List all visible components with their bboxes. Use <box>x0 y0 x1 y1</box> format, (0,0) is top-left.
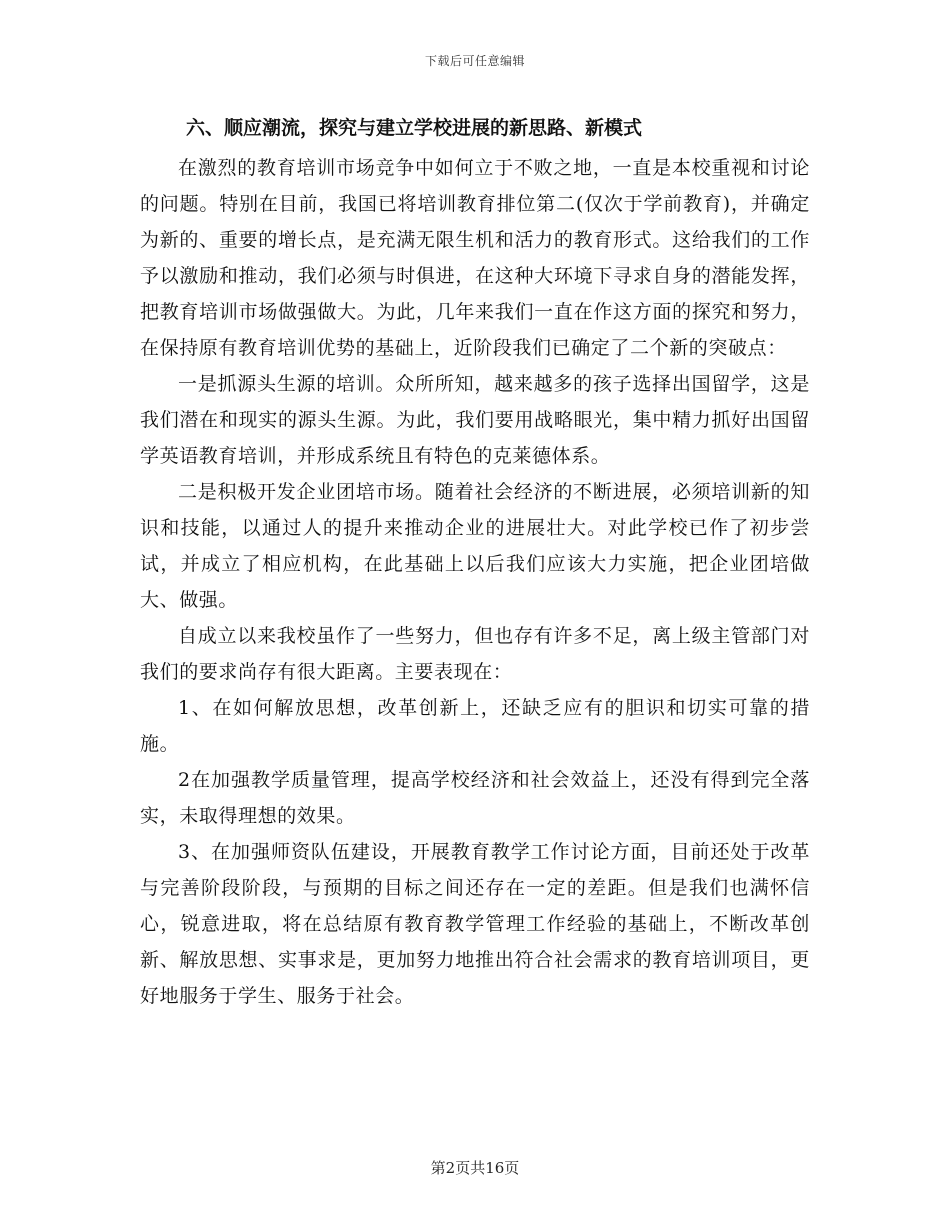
paragraph-item-2: 2在加强教学质量管理，提高学校经济和社会效益上，还没有得到完全落实，未取得理想的效果。 <box>140 769 810 827</box>
section-heading: 六、顺应潮流，探究与建立学校进展的新思路、新模式 <box>186 117 643 139</box>
document-body <box>140 110 810 1014</box>
paragraph-shortcomings: 自成立以来我校虽作了一些努力，但也存有许多不足，离上级主管部门对我们的要求尚存有很大距离。主要表现在： <box>140 625 810 683</box>
paragraph-item-1: 1、在如何解放思想，改革创新上，还缺乏应有的胆识和切实可靠的措施。 <box>140 697 810 755</box>
paragraph-intro: 在激烈的教育培训市场竞争中如何立于不败之地，一直是本校重视和讨论的问题。特别在目前，我国已将培训教育排位第二(仅次于学前教育)，并确定为新的、重要的增长点，是充满无限生机和活力的教育形式。这给我们的工作予以激励和推动，我们必须与时俱进，在这种大环境下寻求自身的潜能发挥，把教育培训市场做强做大。为此，几年来我们一直在作这方面的探究和努力，在保持原有教育培训优势的基础上，近阶段我们已确定了二个新的突破点： <box>140 157 810 359</box>
paragraph-point-two: 二是积极开发企业团培市场。随着社会经济的不断进展，必须培训新的知识和技能，以通过人的提升来推动企业的进展壮大。对此学校已作了初步尝试，并成立了相应机构，在此基础上以后我们应该大力实施，把企业团培做大、做强。 <box>140 481 810 611</box>
page-header-note: 下载后可任意编辑 <box>424 54 525 68</box>
paragraph-point-one: 一是抓源头生源的培训。众所所知，越来越多的孩子选择出国留学，这是我们潜在和现实的源头生源。为此，我们要用战略眼光，集中精力抓好出国留学英语教育培训，并形成系统且有特色的克莱德体系。 <box>140 373 810 467</box>
paragraph-item-3: 3、在加强师资队伍建设，开展教育教学工作讨论方面，目前还处于改革与完善阶段阶段，与预期的目标之间还存在一定的差距。但是我们也满怀信心，锐意进取，将在总结原有教育教学管理工作经验的基础上，不断改革创新、解放思想、实事求是，更加努力地推出符合社会需求的教育培训项目，更好地服务于学生、服务于社会。 <box>140 841 810 1007</box>
page-number: 第2页共16页 <box>430 1159 520 1177</box>
